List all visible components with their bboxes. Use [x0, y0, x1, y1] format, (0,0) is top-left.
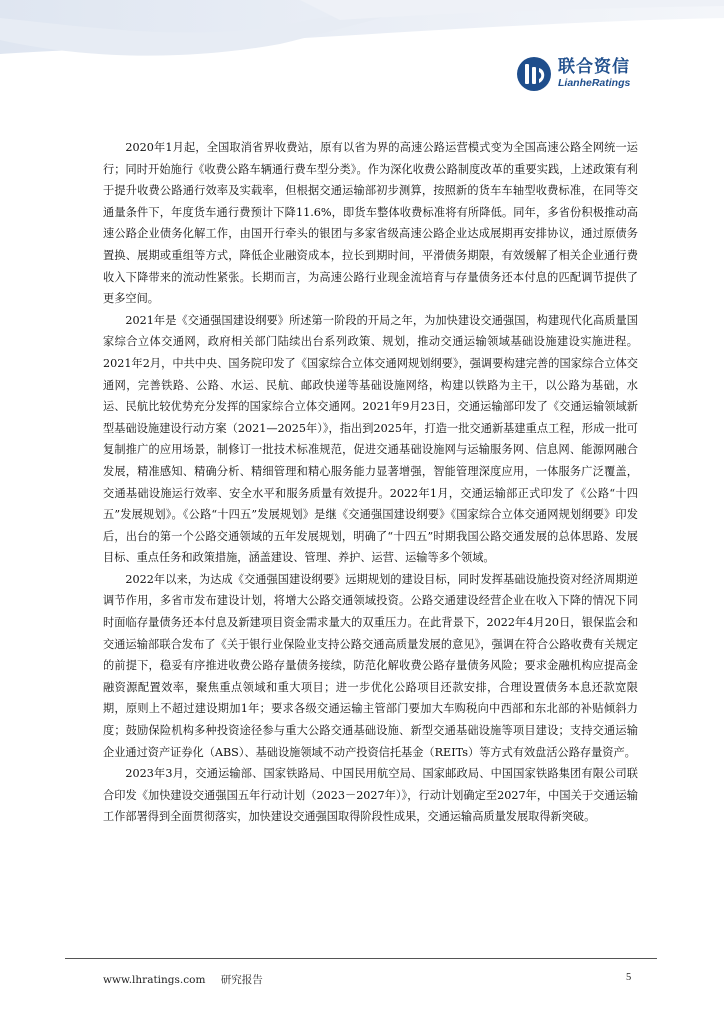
- brand-logo: [516, 54, 686, 94]
- body-paragraph: 2021年是《交通强国建设纲要》所述第一阶段的开局之年，为加快建设交通强国，构建现代化高质量国家综合立体交通网，政府相关部门陆续出台系列政策、规划，推动交通运输领域基础设施建设实施进程。2021年2月，中共中央、国务院印发了《国家综合立体交通网规划纲要》，强调要构建完善的国家综合立体交通网，完善铁路、公路、水运、民航、邮政快递等基础设施网络，构建以铁路为主干，以公路为基础，水运、民航比较优势充分发挥的国家综合立体交通网。2021年9月23日，交通运输部印发了《交通运输领域新型基础设施建设行动方案（2021—2025年）》，指出到2025年，打造一批交通新基建重点工程，形成一批可复制推广的应用场景，制修订一批技术标准规范，促进交通基础设施网与运输服务网、信息网、能源网融合发展，精准感知、精确分析、精细管理和精心服务能力显著增强，智能管理深度应用，一体服务广泛覆盖，交通基础设施运行效率、安全水平和服务质量有效提升。2022年1月，交通运输部正式印发了《公路“十四五”发展规划》。《公路“十四五”发展规划》是继《交通强国建设纲要》《国家综合立体交通网规划纲要》印发后，出台的第一个公路交通领域的五年发展规划，明确了“十四五”时期我国公路交通发展的总体思路、发展目标、重点任务和政策措施，涵盖建设、管理、养护、运营、运输等多个领域。: [103, 313, 638, 565]
- lianhe-logo-icon: [516, 56, 552, 92]
- report-body: [103, 137, 638, 828]
- page-number: 5: [626, 972, 632, 983]
- footer-website-link[interactable]: www.lhratings.com: [103, 974, 206, 986]
- body-paragraph: 2023年3月，交通运输部、国家铁路局、中国民用航空局、国家邮政局、中国国家铁路集团有限公司联合印发《加快建设交通强国五年行动计划（2023－2027年）》，行动计划确定至2027年，中国关于交通运输工作部署得到全面贯彻落实，加快建设交通强国取得阶段性成果，交通运输高质量发展取得新突破。: [103, 767, 638, 824]
- body-paragraph: 2020年1月起，全国取消省界收费站，原有以省为界的高速公路运营模式变为全国高速公路全网统一运行；同时开始施行《收费公路车辆通行费车型分类》。作为深化收费公路制度改革的重要实践，上述政策有利于提升收费公路通行效率及实载率，但根据交通运输部初步测算，按照新的货车车轴型收费标准，在同等交通量条件下，年度货车通行费预计下降11.6%，即货车整体收费标准将有所降低。同年，多省份积极推动高速公路企业债务化解工作，由国开行牵头的银团与多家省级高速公路企业达成展期再安排协议，通过原债务置换、展期或重组等方式，降低企业融资成本，拉长到期时间，平滑债务期限，有效缓解了相关企业通行费收入下降带来的流动性紧张。长期而言，为高速公路行业现金流培育与存量债务还本付息的匹配调节提供了更多空间。: [103, 141, 638, 306]
- brand-name-cn: 联合资信: [558, 57, 630, 77]
- footer-info: [103, 972, 263, 987]
- footer-divider: [65, 958, 657, 959]
- body-paragraph: 2022年以来，为达成《交通强国建设纲要》远期规划的建设目标，同时发挥基础设施投资对经济周期逆调节作用，多省市发布建设计划，将增大公路交通领域投资。公路交通建设经营企业在收入下降的情况下同时面临存量债务还本付息及新建项目资金需求量大的双重压力。在此背景下，2022年4月20日，银保监会和交通运输部联合发布了《关于银行业保险业支持公路交通高质量发展的意见》，强调在符合公路收费有关规定的前提下，稳妥有序推进收费公路存量债务接续，防范化解收费公路存量债务风险；要求金融机构应提高金融资源配置效率，聚焦重点领域和重大项目；进一步优化公路项目还款安排，合理设置债务本息还款宽限期，原则上不超过建设期加1年；要求各级交通运输主管部门要加大车购税向中西部和东北部的补贴倾斜力度；鼓励保险机构多种投资途径参与重大公路交通基础设施、新型交通基础设施等项目建设；支持交通运输企业通过资产证券化（ABS）、基础设施领域不动产投资信托基金（REITs）等方式有效盘活公路存量资产。: [103, 572, 638, 759]
- brand-name-en: LianheRatings: [558, 77, 631, 89]
- footer-report-type: 研究报告: [220, 974, 263, 986]
